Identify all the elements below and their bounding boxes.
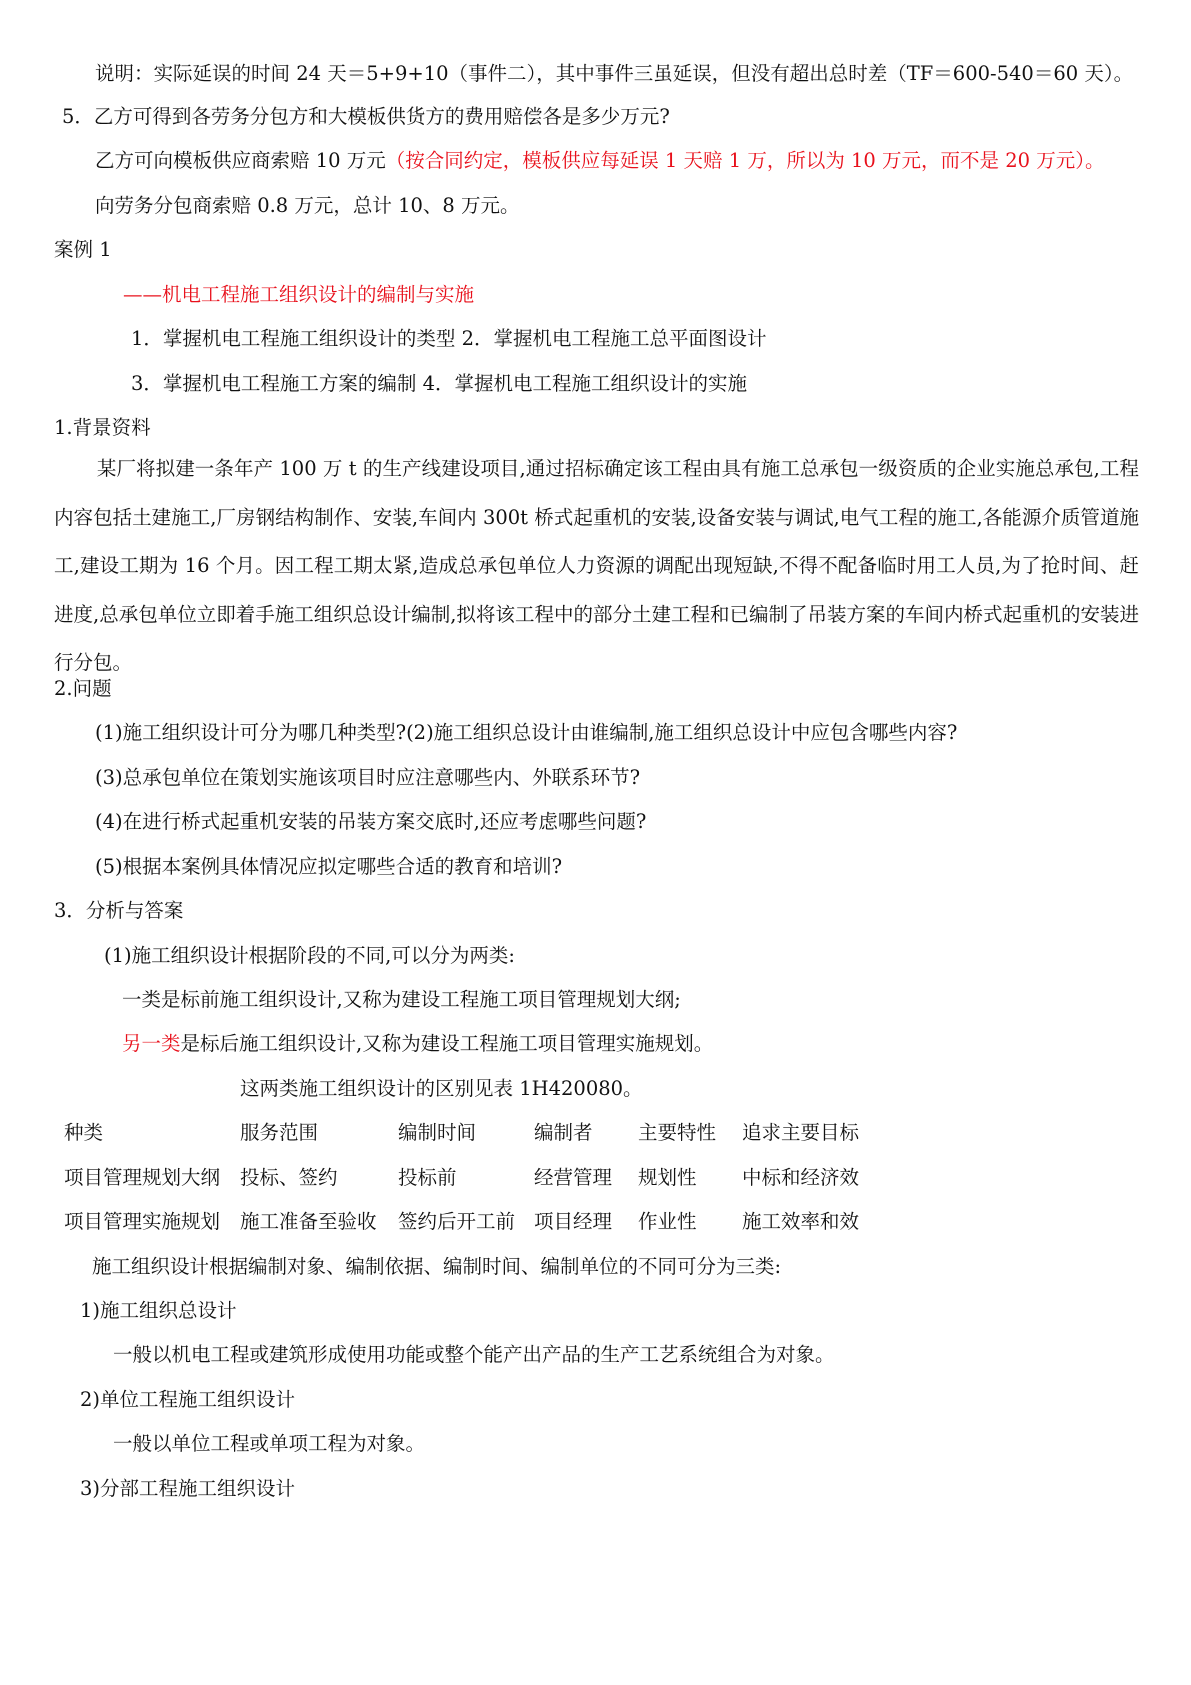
background-heading: 1.背景资料 (54, 416, 151, 439)
table-cell: 中标和经济效 (742, 1166, 860, 1189)
answer-1-intro: (1)施工组织设计根据阶段的不同,可以分为两类: (104, 944, 515, 967)
answer-1-type-b-red: 另一类 (122, 1032, 181, 1055)
type-2-description: 一般以单位工程或单项工程为对象。 (113, 1432, 426, 1455)
answer-5-red-note: （按合同约定，模板供应每延误 1 天赔 1 万，所以为 10 万元，而不是 20 万元）。 (385, 149, 1105, 172)
answer-1-type-b-text: 是标后施工组织设计,又称为建设工程施工项目管理实施规划。 (180, 1032, 714, 1055)
objectives-line-1: 1．掌握机电工程施工组织设计的类型 2．掌握机电工程施工总平面图设计 (131, 327, 767, 350)
table-header-cell: 种类 (64, 1121, 104, 1144)
objectives-line-2: 3．掌握机电工程施工方案的编制 4．掌握机电工程施工组织设计的实施 (131, 372, 748, 395)
question-3: (3)总承包单位在策划实施该项目时应注意哪些内、外联系环节? (95, 766, 641, 789)
answer-5-line-2: 向劳务分包商索赔 0.8 万元，总计 10、8 万元。 (95, 194, 520, 217)
answer-1-type-a: 一类是标前施工组织设计,又称为建设工程施工项目管理规划大纲; (122, 988, 681, 1011)
case-subtitle: ——机电工程施工组织设计的编制与实施 (123, 283, 475, 306)
table-header-cell: 追求主要目标 (742, 1121, 860, 1144)
table-header-cell: 主要特性 (638, 1121, 717, 1144)
table-cell: 施工准备至验收 (240, 1210, 377, 1233)
table-cell: 项目经理 (534, 1210, 613, 1233)
answer-5-line-1 (95, 147, 1105, 175)
table-cell: 规划性 (638, 1166, 697, 1189)
three-types-intro: 施工组织设计根据编制对象、编制依据、编制时间、编制单位的不同可分为三类: (92, 1255, 782, 1278)
type-3-heading: 3)分部工程施工组织设计 (80, 1477, 296, 1500)
questions-heading: 2.问题 (54, 677, 112, 700)
table-cell: 签约后开工前 (398, 1210, 516, 1233)
table-cell: 投标、签约 (240, 1166, 338, 1189)
question-5b: (5)根据本案例具体情况应拟定哪些合适的教育和培训? (95, 855, 563, 878)
table-cell: 施工效率和效 (742, 1210, 860, 1233)
type-1-heading: 1)施工组织总设计 (80, 1299, 237, 1322)
answer-5-text: 乙方可向模板供应商索赔 10 万元 (95, 149, 386, 172)
table-caption: 这两类施工组织设计的区别见表 1H420080。 (240, 1077, 643, 1100)
table-cell: 项目管理实施规划 (64, 1210, 221, 1233)
table-header-cell: 编制者 (534, 1121, 593, 1144)
question-4: (4)在进行桥式起重机安装的吊装方案交底时,还应考虑哪些问题? (95, 810, 647, 833)
question-1-2: (1)施工组织设计可分为哪几种类型?(2)施工组织总设计由谁编制,施工组织总设计中应包含哪些内容? (95, 721, 958, 744)
table-cell: 投标前 (398, 1166, 457, 1189)
answer-1-type-b (122, 1030, 713, 1058)
table-header-cell: 编制时间 (398, 1121, 477, 1144)
type-2-heading: 2)单位工程施工组织设计 (80, 1388, 296, 1411)
table-cell: 作业性 (638, 1210, 697, 1233)
table-cell: 项目管理规划大纲 (64, 1166, 221, 1189)
table-cell: 经营管理 (534, 1166, 613, 1189)
background-paragraph: 某厂将拟建一条年产 100 万 t 的生产线建设项目,通过招标确定该工程由具有施工总承包一级资质的企业实施总承包,工程内容包括土建施工,厂房钢结构制作、安装,车间内 300t 桥式起重机的安装,设备安装与调试,电气工程的施工,各能源介质管道施工,建设工期为 16 个月。因工程工期太紧,造成总承包单位人力资源的调配出现短缺,不得不配备临时用工人员,为了抢时间、赶进度,总承包单位立即着手施工组织总设计编制,拟将该工程中的部分土建工程和已编制了吊装方案的车间内桥式起重机的安装进行分包。 (54, 457, 1139, 674)
case-title: 案例 1 (54, 238, 112, 261)
question-5: 5．乙方可得到各劳务分包方和大模板供货方的费用赔偿各是多少万元? (62, 105, 670, 128)
analysis-heading: 3．分析与答案 (54, 899, 184, 922)
note-line: 说明：实际延误的时间 24 天＝5+9+10（事件二），其中事件三虽延误，但没有超出总时差（TF＝600-540＝60 天）。 (95, 62, 1134, 85)
type-1-description: 一般以机电工程或建筑形成使用功能或整个能产出产品的生产工艺系统组合为对象。 (113, 1343, 835, 1366)
table-header-cell: 服务范围 (240, 1121, 319, 1144)
